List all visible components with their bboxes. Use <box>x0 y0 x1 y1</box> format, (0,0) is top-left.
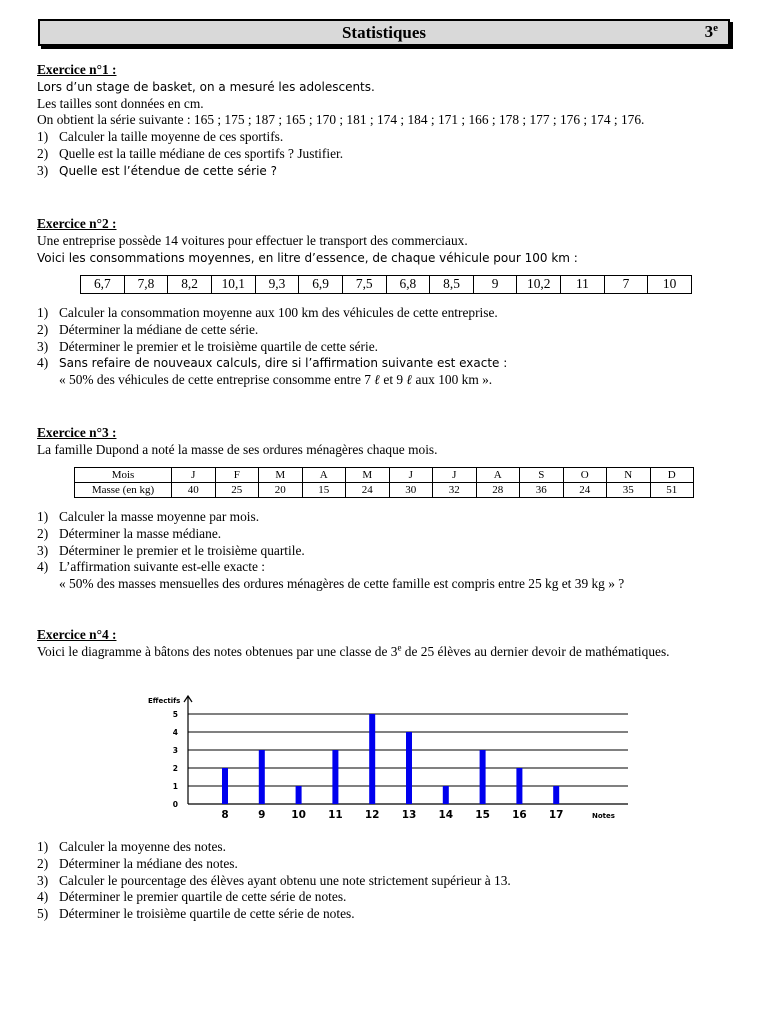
ex4-q1-text: Calculer la moyenne des notes. <box>59 839 226 854</box>
table-cell: 6,7 <box>81 276 125 294</box>
exercise-1 <box>37 62 733 180</box>
ex1-q2-number: 2) <box>37 145 49 161</box>
table-cell: A <box>476 468 520 483</box>
row-header: Masse (en kg) <box>75 483 172 498</box>
ex4-q3-number: 3) <box>37 872 49 888</box>
table-cell: 51 <box>650 483 694 498</box>
ex4-intro-sup: e <box>397 642 402 653</box>
waste-mass-table <box>74 467 694 498</box>
consumption-table <box>80 275 692 294</box>
table-cell: 24 <box>346 483 390 498</box>
x-tick-label: 16 <box>512 809 527 821</box>
ex3-q1-text: Calculer la masse moyenne par mois. <box>59 509 260 524</box>
ex4-intro-part-a: Voici le diagramme à bâtons des notes obtenues par une classe de 3 <box>37 643 398 659</box>
table-cell: 25 <box>215 483 259 498</box>
ex3-question-4 <box>37 559 733 576</box>
ex4-q5-text: Déterminer le troisième quartile de cette série de notes. <box>59 906 355 922</box>
consumption-row <box>81 276 692 294</box>
table-cell: J <box>389 468 433 483</box>
ex2-q4-number: 4) <box>37 355 49 371</box>
ex1-line-3: On obtient la série suivante : 165 ; 175 ; 187 ; 165 ; 170 ; 181 ; 174 ; 184 ; 171 ; 166 ; 178 ; 177 ; 176 ; 174 ; 176. <box>37 112 645 128</box>
table-cell: 10,2 <box>517 276 561 294</box>
litre-symbol: ℓ <box>374 372 381 389</box>
ex4-q2-number: 2) <box>37 855 49 871</box>
ex3-q4-number: 4) <box>37 559 49 575</box>
ex2-q3-text: Déterminer le premier et le troisième quartile de cette série. <box>59 338 378 354</box>
ex4-q1-number: 1) <box>37 839 49 854</box>
exercise-2 <box>37 216 733 266</box>
ex1-q3-number: 3) <box>37 162 49 178</box>
x-tick-label: 11 <box>328 809 343 821</box>
ex4-q4-number: 4) <box>37 889 49 905</box>
ex1-q2-text: Quelle est la taille médiane de ces sportifs ? Justifier. <box>59 145 344 161</box>
exercise-4-title: Exercice n°4 : <box>37 627 117 642</box>
ex2-question-2 <box>37 322 733 339</box>
x-tick-label: 12 <box>364 809 380 821</box>
y-tick-label: 0 <box>172 800 178 809</box>
ex3-q2-number: 2) <box>37 525 49 541</box>
ex3-q1-number: 1) <box>37 509 49 524</box>
bar <box>443 786 449 804</box>
ex3-q4-text: L’affirmation suivante est-elle exacte : <box>59 559 265 575</box>
table-cell: 32 <box>433 483 477 498</box>
table-cell: D <box>650 468 694 483</box>
ex4-intro-part-b: de 25 élèves au dernier devoir de mathématiques. <box>401 643 670 659</box>
exercise-3 <box>37 425 733 459</box>
exercise-4 <box>37 627 733 661</box>
table-cell: 30 <box>389 483 433 498</box>
table-cell: J <box>172 468 216 483</box>
x-tick-label: 9 <box>258 809 266 821</box>
bar <box>332 750 338 804</box>
table-cell: M <box>259 468 303 483</box>
table-cell: 8,2 <box>168 276 212 294</box>
bar-chart <box>140 690 640 825</box>
x-axis-label: Notes <box>592 812 615 820</box>
ex1-line-1: Lors d’un stage de basket, on a mesuré les adolescents. <box>37 79 375 94</box>
ex2-line-2: Voici les consommations moyennes, en litre d’essence, de chaque véhicule pour 100 km : <box>37 250 578 265</box>
ex2-q3-number: 3) <box>37 338 49 354</box>
y-axis-label: Effectifs <box>148 697 181 705</box>
table-cell: 15 <box>302 483 346 498</box>
row-header: Mois <box>75 468 172 483</box>
table-cell: 8,5 <box>430 276 474 294</box>
ex3-question-3 <box>37 543 733 560</box>
exercise-4-questions <box>37 839 733 923</box>
table-cell: 6,9 <box>299 276 343 294</box>
ex1-q3-text: Quelle est l’étendue de cette série ? <box>59 163 277 178</box>
x-tick-label: 15 <box>475 809 490 821</box>
ex2-line-1: Une entreprise possède 14 voitures pour effectuer le transport des commerciaux. <box>37 232 468 248</box>
months-row <box>75 468 694 483</box>
table-cell: 9,3 <box>255 276 299 294</box>
bar <box>553 786 559 804</box>
ex4-q4-text: Déterminer le premier quartile de cette série de notes. <box>59 889 347 905</box>
table-cell: N <box>607 468 651 483</box>
table-cell: J <box>433 468 477 483</box>
table-cell: 36 <box>520 483 564 498</box>
bar <box>406 732 412 804</box>
ex2-quote-part-a: « 50% des véhicules de cette entreprise consomme entre 7 <box>59 372 375 388</box>
ex1-q1-number: 1) <box>37 129 49 145</box>
grade-number: 3 <box>704 22 714 41</box>
ex2-quote-part-b: et 9 <box>380 372 407 388</box>
ex2-q4-text: Sans refaire de nouveaux calculs, dire si l’affirmation suivante est exacte : <box>59 356 508 371</box>
x-tick-label: 14 <box>438 809 454 821</box>
y-tick-label: 1 <box>172 782 178 791</box>
ex3-intro: La famille Dupond a noté la masse de ses ordures ménagères chaque mois. <box>37 441 438 457</box>
ex4-q5-number: 5) <box>37 906 49 922</box>
ex4-question-2 <box>37 856 733 873</box>
ex2-q1-number: 1) <box>37 305 49 320</box>
table-cell: 24 <box>563 483 607 498</box>
ex3-question-2 <box>37 526 733 543</box>
ex2-q1-text: Calculer la consommation moyenne aux 100 km des véhicules de cette entreprise. <box>59 305 498 320</box>
table-cell: 20 <box>259 483 303 498</box>
ex2-q2-number: 2) <box>37 321 49 337</box>
bar <box>480 750 486 804</box>
ex1-q1-text: Calculer la taille moyenne de ces sportifs. <box>59 129 284 145</box>
ex2-question-4 <box>37 355 733 372</box>
x-tick-label: 10 <box>291 809 306 821</box>
table-cell: 7,8 <box>124 276 168 294</box>
table-cell: 7,5 <box>342 276 386 294</box>
table-cell: A <box>302 468 346 483</box>
ex3-q3-number: 3) <box>37 542 49 558</box>
bar <box>296 786 302 804</box>
grade-sup: e <box>713 22 718 34</box>
grade-level <box>705 22 718 42</box>
ex1-question-1 <box>37 129 733 146</box>
ex1-question-2 <box>37 146 733 163</box>
litre-symbol: ℓ <box>406 372 413 389</box>
ex3-q3-text: Déterminer le premier et le troisième quartile. <box>59 542 305 558</box>
table-cell: 9 <box>473 276 517 294</box>
x-tick-label: 17 <box>548 809 564 821</box>
ex4-question-3 <box>37 873 733 890</box>
x-tick-label: 8 <box>221 809 229 821</box>
ex1-line-2: Les tailles sont données en cm. <box>37 95 204 111</box>
table-cell: 6,8 <box>386 276 430 294</box>
table-cell: O <box>563 468 607 483</box>
table-cell: 10,1 <box>211 276 255 294</box>
y-tick-label: 4 <box>172 728 178 737</box>
ex2-quote-part-c: aux 100 km ». <box>412 372 493 388</box>
exercise-3-title: Exercice n°3 : <box>37 425 117 440</box>
header-banner <box>38 19 730 46</box>
y-tick-label: 5 <box>172 710 178 719</box>
table-cell: M <box>346 468 390 483</box>
table-cell: 28 <box>476 483 520 498</box>
ex4-question-1 <box>37 839 733 856</box>
masses-row <box>75 483 694 498</box>
table-cell: 35 <box>607 483 651 498</box>
table-cell: 11 <box>561 276 605 294</box>
bar <box>369 714 375 804</box>
ex4-question-4 <box>37 889 733 906</box>
x-tick-label: 13 <box>401 809 417 821</box>
ex4-q3-text: Calculer le pourcentage des élèves ayant obtenu une note strictement supérieur à 13. <box>59 872 511 888</box>
ex4-intro <box>37 644 733 661</box>
table-cell: 7 <box>604 276 648 294</box>
exercise-2-questions <box>37 305 733 389</box>
ex1-question-3 <box>37 163 733 180</box>
bar <box>516 768 522 804</box>
page-title: Statistiques <box>341 23 427 42</box>
exercise-3-questions <box>37 509 733 593</box>
exercise-2-title: Exercice n°2 : <box>37 216 117 231</box>
ex3-quote: « 50% des masses mensuelles des ordures ménagères de cette famille est compris entre 25 kg et 39 kg » ? <box>59 576 625 592</box>
ex4-q2-text: Déterminer la médiane des notes. <box>59 855 238 871</box>
ex2-question-3 <box>37 339 733 356</box>
exercise-1-title: Exercice n°1 : <box>37 62 117 77</box>
y-tick-label: 3 <box>172 746 178 755</box>
ex3-question-1 <box>37 509 733 526</box>
bar <box>222 768 228 804</box>
ex3-q2-text: Déterminer la masse médiane. <box>59 525 222 541</box>
ex2-quote <box>37 372 733 389</box>
y-tick-label: 2 <box>172 764 178 773</box>
table-cell: F <box>215 468 259 483</box>
ex2-question-1 <box>37 305 733 322</box>
bar <box>259 750 265 804</box>
table-cell: 10 <box>648 276 692 294</box>
ex4-question-5 <box>37 906 733 923</box>
ex2-q2-text: Déterminer la médiane de cette série. <box>59 321 259 337</box>
table-cell: S <box>520 468 564 483</box>
table-cell: 40 <box>172 483 216 498</box>
